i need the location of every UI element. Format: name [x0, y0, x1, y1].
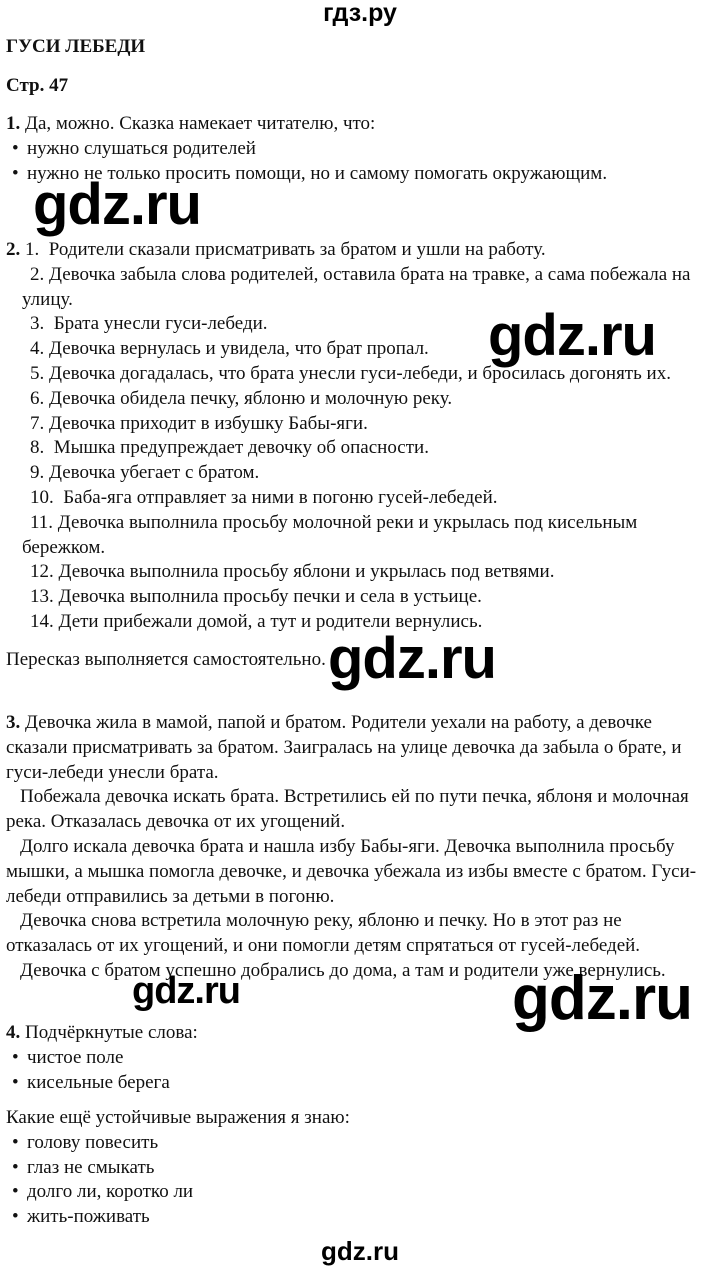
list-item: 2. 1. Родители сказали присматривать за братом и ушли на работу.	[6, 239, 546, 260]
paragraph-line: Долго искала девочка брата и нашла избу Бабы-яги. Девочка выполнила просьбу	[20, 835, 675, 857]
paragraph-line: лебеди отправились за детьми в погоню.	[6, 885, 335, 907]
paragraph-line: сказали присматривать за братом. Заигралась на улице девочка да забыла о брате, и	[6, 736, 682, 758]
paragraph-line: Девочка с братом успешно добрались до дома, а там и родители уже вернулись.	[20, 959, 666, 981]
list-item: 2. Девочка забыла слова родителей, оставила брата на травке, а сама побежала на	[30, 263, 691, 285]
bullet-icon: •	[12, 162, 19, 184]
watermark: gdz.ru	[132, 970, 240, 1012]
list-item: 6. Девочка обидела печку, яблоню и молочную реку.	[30, 387, 453, 409]
answer-1-intro: 1. Да, можно. Сказка намекает читателю, что:	[6, 113, 376, 134]
list-item: 5. Девочка догадалась, что брата унесли гуси-лебеди, и бросилась догонять их.	[30, 362, 671, 384]
paragraph-line: Девочка снова встретила молочную реку, яблоню и печку. Но в этот раз не	[20, 910, 622, 932]
site-logo-bottom: gdz.ru	[321, 1236, 399, 1266]
watermark: gdz.ru	[328, 626, 496, 691]
list-item-wrap: бережком.	[22, 536, 106, 558]
page-title: ГУСИ ЛЕБЕДИ	[6, 36, 146, 57]
bullet-icon: •	[12, 1156, 19, 1178]
list-item: 3. Брата унесли гуси-лебеди.	[30, 313, 268, 335]
bullet-icon: •	[12, 1046, 19, 1068]
answer-4-intro: 4. Подчёркнутые слова:	[6, 1022, 198, 1043]
list-item: • жить-поживать	[0, 1205, 720, 1230]
list-item: • нужно слушаться родителей	[0, 137, 720, 162]
paragraph-line: 3. Девочка жила в мамой, папой и братом. Родители уехали на работу, а девочке	[6, 712, 652, 733]
answer-3-number: 3.	[6, 712, 21, 733]
list-item: 13. Девочка выполнила просьбу печки и села в устьице.	[30, 586, 482, 608]
bullet-icon: •	[12, 1071, 19, 1093]
watermark: gdz.ru	[488, 303, 656, 368]
bullet-icon: •	[12, 1131, 19, 1153]
answer-2-number: 2.	[6, 239, 21, 260]
paragraph-line: отказалась от их угощений, и они помогли детям спрятаться от гусей-лебедей.	[6, 935, 641, 957]
answer-section-4	[0, 1021, 720, 1095]
answer-section-2	[0, 238, 720, 635]
answer-section-3	[0, 711, 720, 984]
watermark: gdz.ru	[512, 964, 692, 1033]
list-item: 11. Девочка выполнила просьбу молочной реки и укрылась под кисельным	[30, 511, 638, 533]
watermark: gdz.ru	[33, 172, 201, 237]
list-item: 7. Девочка приходит в избушку Бабы-яги.	[30, 412, 368, 434]
paragraph-line: гуси-лебеди унесли брата.	[6, 761, 219, 783]
list-item: • кисельные берега	[0, 1071, 720, 1096]
list-item: 14. Дети прибежали домой, а тут и родители вернулись.	[30, 610, 483, 632]
list-item: 4. Девочка вернулась и увидела, что брат пропал.	[30, 338, 429, 360]
list-item: • чистое поле	[0, 1046, 720, 1071]
page-number: Стр. 47	[6, 75, 69, 96]
list-item: 12. Девочка выполнила просьбу яблони и укрылась под ветвями.	[30, 561, 555, 583]
bullet-icon: •	[12, 137, 19, 159]
list-item: 9. Девочка убегает с братом.	[30, 462, 260, 484]
list-item: • долго ли, коротко ли	[0, 1180, 720, 1205]
expressions-intro: Какие ещё устойчивые выражения я знаю:	[6, 1107, 350, 1128]
list-item: • нужно не только просить помощи, но и самому помогать окружающим.	[0, 162, 720, 187]
list-item: 8. Мышка предупреждает девочку об опасности.	[30, 437, 429, 459]
site-logo-top: гдз.ру	[323, 0, 397, 27]
list-item: 10. Баба-яга отправляет за ними в погоню гусей-лебедей.	[30, 486, 498, 508]
paragraph-line: мышки, а мышка помогла девочке, и девочка убежала из избы вместе с братом. Гуси-	[6, 860, 697, 882]
note-text: Пересказ выполняется самостоятельно.	[6, 649, 326, 670]
answer-1-number: 1.	[6, 113, 21, 134]
list-item: • глаз не смыкать	[0, 1156, 720, 1181]
bullet-icon: •	[12, 1181, 19, 1203]
list-item: • голову повесить	[0, 1131, 720, 1156]
paragraph-line: река. Отказалась девочка от их угощений.	[6, 811, 346, 833]
bullet-icon: •	[12, 1206, 19, 1228]
expressions-section	[0, 1106, 720, 1230]
paragraph-line: Побежала девочка искать брата. Встретились ей по пути печка, яблоня и молочная	[20, 786, 689, 808]
list-item-wrap: улицу.	[22, 288, 73, 310]
answer-4-number: 4.	[6, 1022, 21, 1043]
